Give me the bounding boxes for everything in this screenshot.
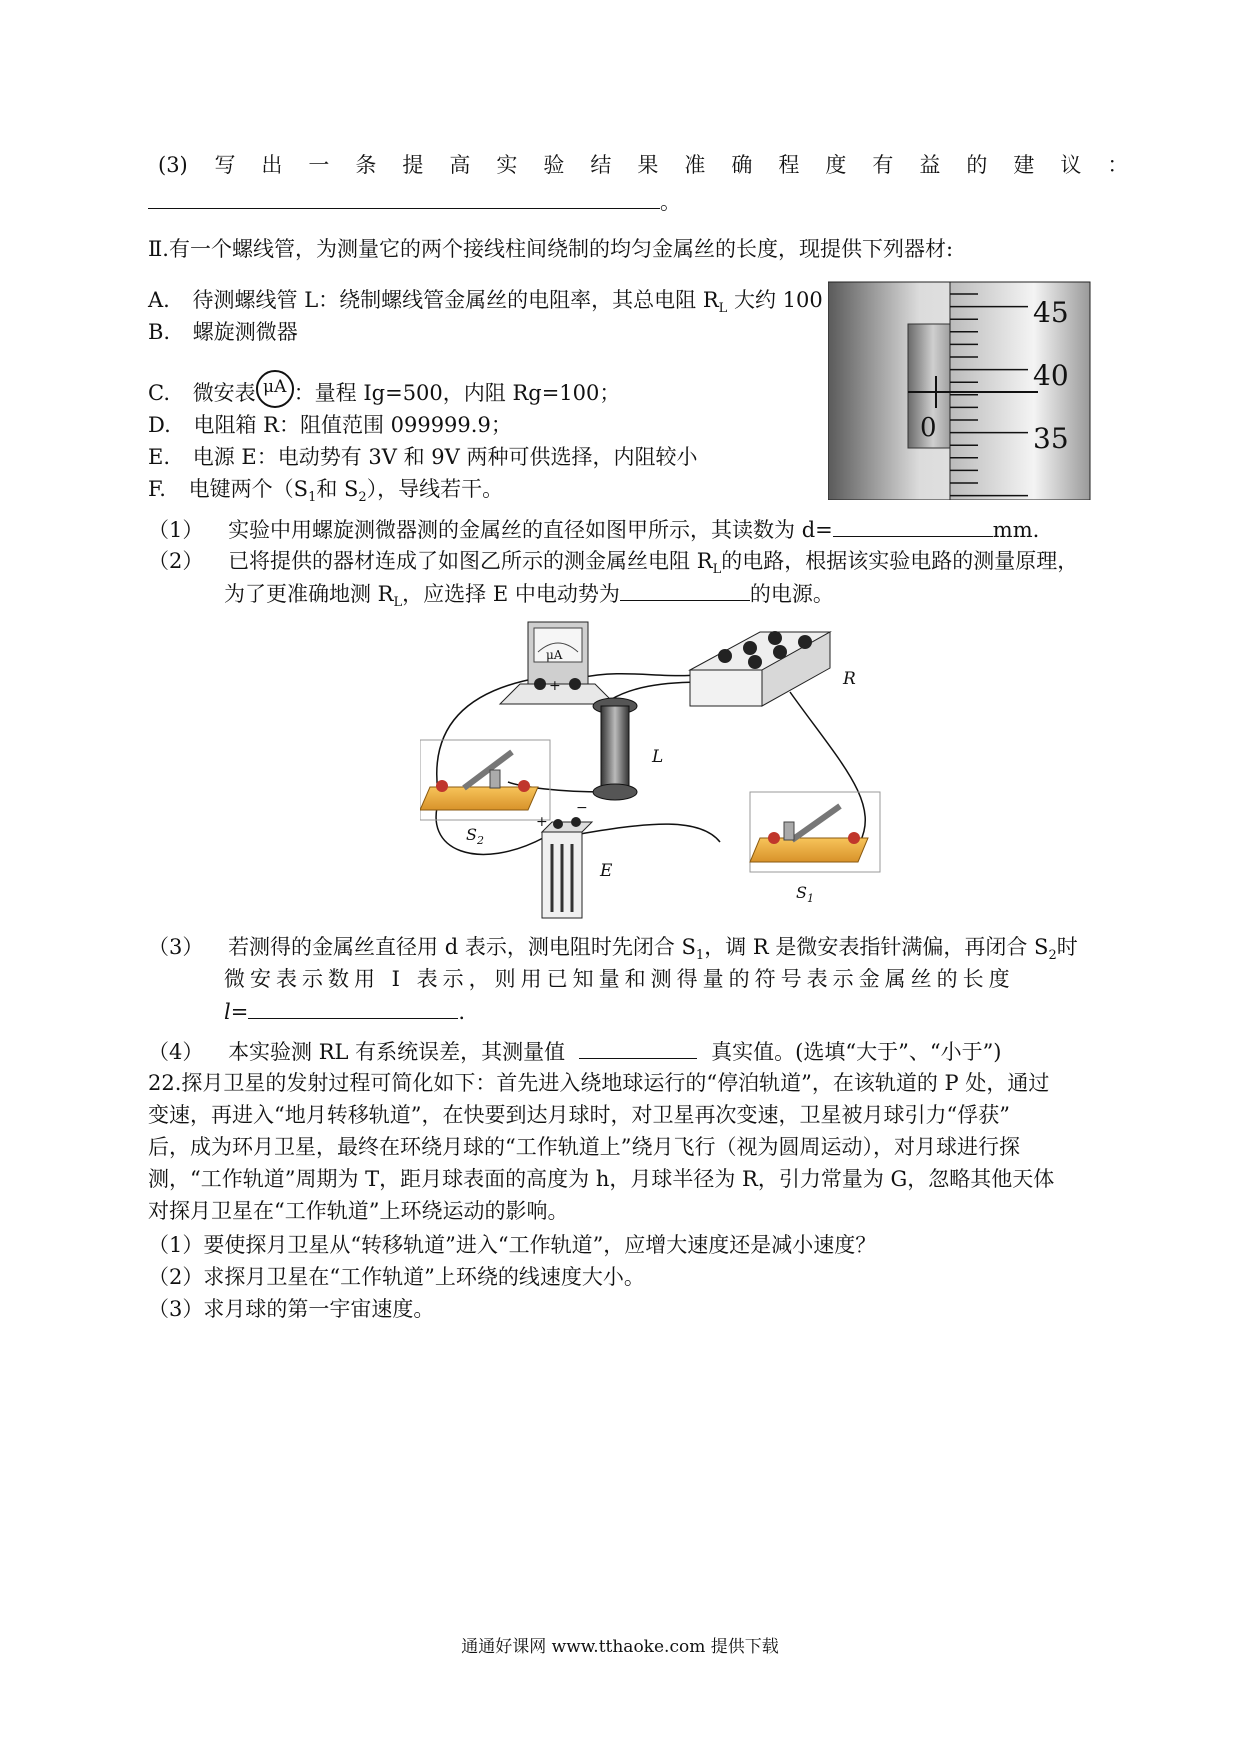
p22-line-1: 22.探月卫星的发射过程可简化如下：首先进入绕地球运行的“停泊轨道”，在该轨道的 P 处，通过 [148,1071,1050,1095]
item-e-label: E. [148,445,171,469]
microammeter [500,622,615,704]
s1-label: $S_1$ [796,883,814,905]
micrometer-zero-label: 0 [920,413,937,443]
q2-3-line3-post: . [458,1000,465,1024]
q2-2-answer-blank[interactable] [620,578,750,601]
q2-1-text: 实验中用螺旋测微器测的金属丝的直径如图甲所示，其读数为 d= [228,518,833,542]
q2-4-post: 真实值。(选填“大于”、“小于”) [711,1040,1002,1064]
item-f-s2: 2 [358,490,367,506]
p22-line-4: 测，“工作轨道”周期为 T，距月球表面的高度为 h，月球半径为 R，引力常量为 G，忽略其他天体 [148,1167,1055,1191]
item-d [148,410,512,440]
p22-line-5: 对探月卫星在“工作轨道”上环绕运动的影响。 [148,1199,569,1223]
item-b [148,317,298,347]
battery-minus: − [576,800,588,816]
item-e-text: 电源 E：电动势有 3V 和 9V 两种可供选择，内阻较小 [192,445,698,469]
coil-label-l: L [652,747,664,767]
resistance-box [690,631,856,706]
p22-sub-1: （1）要使探月卫星从“转移轨道”进入“工作轨道”，应增大速度还是减小速度？ [148,1233,877,1257]
box-label-r: R [843,669,856,689]
item-c-text-post: ：量程 Ig=500，内阻 Rg=100； [293,381,621,405]
micrometer-label-40: 40 [1033,359,1069,392]
q2-3-line1-mid: ，调 R 是微安表指针满偏，再闭合 S [704,935,1049,959]
q2-1-unit: mm. [992,518,1040,542]
s2-label: $S_2$ [466,825,484,847]
q2-1-line [148,514,1039,545]
q2-3-answer-blank[interactable] [248,996,458,1019]
q2-1-num: （1） [148,518,204,542]
item-e [148,442,697,472]
q2-2-line2-post: 的电源。 [749,582,834,606]
meter-label: μA [546,648,563,662]
page-footer: 通通好课网 www.tthaoke.com 提供下载 [461,1637,779,1657]
item-c-text-pre: 微安表 [192,381,256,405]
battery-plus: + [536,814,548,830]
item-f-text-pre: 电键两个（S [188,477,309,501]
q2-3-line1-s1: 1 [695,948,705,964]
q2-4-pre: 本实验测 RL 有系统误差，其测量值 [228,1040,566,1064]
switch-s2 [420,740,550,847]
meter-plus: + [549,678,561,694]
item-d-text: 电阻箱 R：阻值范围 099999.9； [193,413,512,437]
circuit-figure [420,612,890,922]
item-c-label: C. [148,381,170,405]
switch-s1 [750,792,880,905]
q2-4-num: （4） [148,1040,204,1064]
item-a-tail: 大约 100 [733,288,823,312]
item-c [148,370,620,408]
q2-3-line1-pre: 若测得的金属丝直径用 d 表示，测电阻时先闭合 S [228,935,696,959]
wire-box-s1 [790,692,865,842]
p22-sub-3: （3）求月球的第一宇宙速度。 [148,1297,435,1321]
q2-1-answer-blank[interactable] [833,514,993,537]
item-b-label: B. [148,320,171,344]
item-a-text: 待测螺线管 L：绕制螺线管金属丝的电阻率，其总电阻 R [192,288,719,312]
q2-3-line1-post: 时 [1056,935,1078,959]
item-f-label: F. [148,477,166,501]
item-b-text: 螺旋测微器 [192,320,298,344]
item-a-sub: L [718,301,728,317]
item-f [148,474,503,513]
q2-3-line3 [224,996,465,1027]
q2-2-line2-mid: ，应选择 E 中电动势为 [402,582,620,606]
q1-3-answer-line [148,186,681,217]
battery-e [536,800,613,918]
q2-3-line1-s2: 2 [1048,948,1057,964]
p22-sub-2: （2）求探月卫星在“工作轨道”上环绕的线速度大小。 [148,1265,645,1289]
coil-l [593,698,663,800]
q2-2-line1-post: 的电路，根据该实验电路的测量原理， [721,549,1079,573]
q2-3-num: （3） [148,935,204,959]
battery-label-e: E [600,861,613,881]
q2-2-line2-sub: L [393,595,403,611]
q2-4-line [148,1036,1002,1067]
item-d-label: D. [148,413,171,437]
q1-3-line [158,150,1154,180]
q1-3-answer-blank[interactable] [148,186,660,209]
q2-2-line2-pre: 为了更准确地测 R [224,582,394,606]
item-f-text-post: ），导线若干。 [366,477,504,501]
q2-2-line1-sub: L [712,562,722,578]
wire-battery-s1 [580,824,720,842]
item-f-mid: 和 S [316,477,359,501]
q2-4-answer-blank[interactable] [579,1036,697,1059]
micrometer-label-35: 35 [1033,422,1069,455]
q1-3-prefix: (3) [158,153,188,177]
q2-3-line2: 微安表示数用 I 表示，则用已知量和测得量的符号表示金属丝的长度 [224,967,1015,991]
q2-2-line1-pre: 已将提供的器材连成了如图乙所示的测金属丝电阻 R [228,549,713,573]
q1-3-text: 写出一条提高实验结果准确程度有益的建议： [214,153,1155,177]
item-f-s1: 1 [308,490,317,506]
q1-3-end: 。 [660,190,681,214]
micrometer-label-45: 45 [1033,296,1069,329]
p22-line-3: 后，成为环月卫星，最终在环绕月球的“工作轨道上”绕月飞行（视为圆周运动），对月球进行探 [148,1135,1020,1159]
q2-3-line3-pre: l= [224,1000,249,1024]
section2-intro: Ⅱ.有一个螺线管，为测量它的两个接线柱间绕制的均匀金属丝的长度，现提供下列器材: [148,237,954,261]
micrometer-figure [828,278,1098,500]
microammeter-symbol-text: μA [263,377,287,397]
q2-2-num: （2） [148,549,204,573]
microammeter-symbol-icon [256,370,294,408]
item-a-label: A. [148,288,170,312]
p22-line-2: 变速，再进入“地月转移轨道”，在快要到达月球时，对卫星再次变速，卫星被月球引力“俘获” [148,1103,1010,1127]
